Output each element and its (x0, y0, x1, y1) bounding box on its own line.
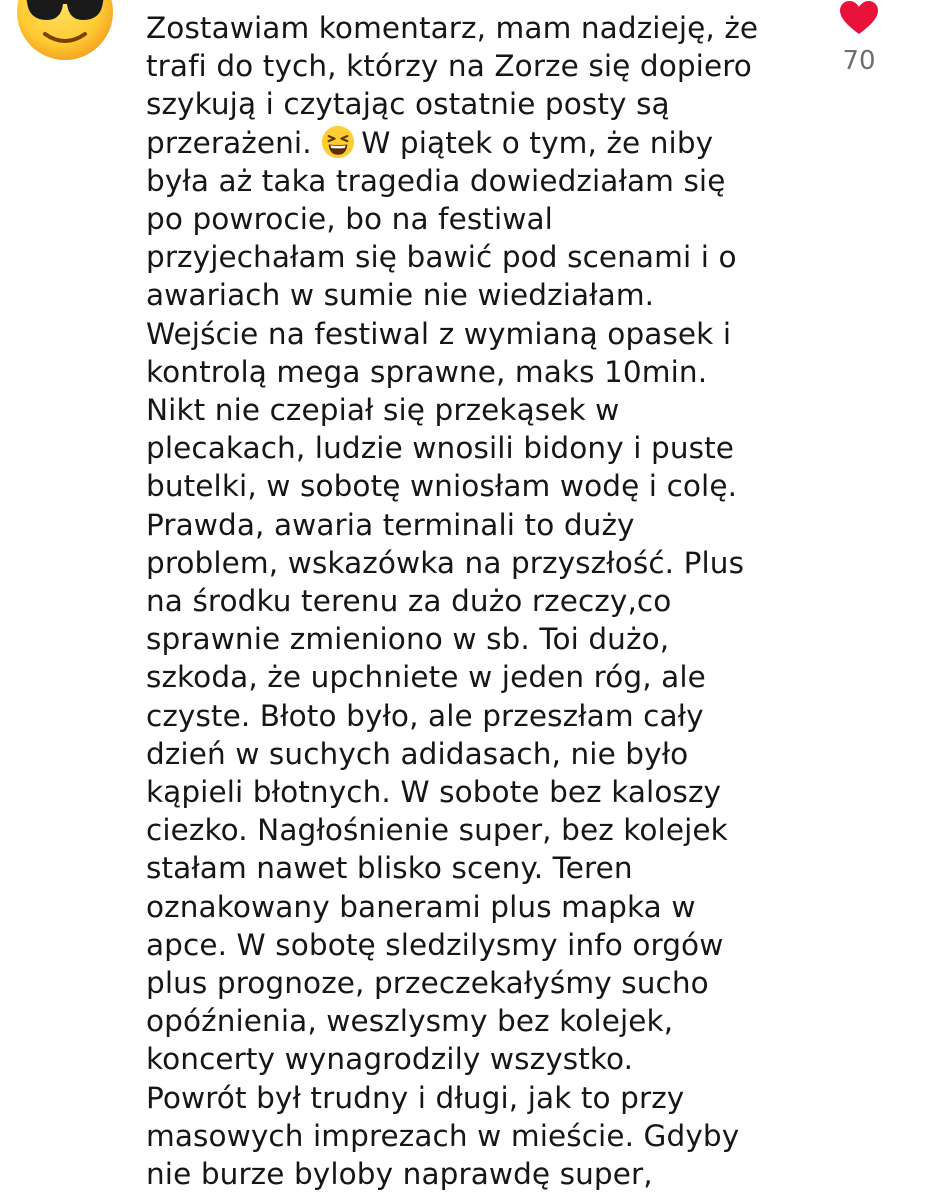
comment-line: butelki, w sobotę wniosłam wodę i colę. (146, 469, 738, 504)
comment-line: na środku terenu za dużo rzeczy,co (146, 584, 672, 619)
comment-line: przyjechałam się bawić pod scenami i o (146, 240, 737, 275)
comment-line: Wejście na festiwal z wymianą opasek i (146, 316, 732, 351)
comment-line: sprawnie zmieniono w sb. Toi dużo, (146, 622, 670, 657)
comment-line: była aż taka tragedia dowiedziałam się (146, 163, 726, 198)
grinning-squinting-face-emoji-icon (321, 125, 355, 159)
comment-line: plecakach, ludzie wnosili bidony i puste (146, 431, 735, 466)
comment-line: apce. W sobotę sledzilysmy info orgów (146, 927, 724, 962)
comment-line: dzień w suchych adidasach, nie było (146, 736, 689, 771)
comment-body (146, 9, 798, 1193)
comment-line: trafi do tych, którzy na Zorze się dopiero (146, 49, 752, 84)
comment-line: awariach w sumie nie wiedziałam. (146, 278, 655, 313)
comment-line: oznakowany banerami plus mapka w (146, 889, 696, 924)
like-block (832, 0, 886, 76)
comment-line: Nikt nie czepiał się przekąsek w (146, 393, 620, 428)
comment-line: stałam nawet blisko sceny. Teren (146, 851, 633, 886)
comment-line (146, 124, 798, 162)
comment-line: szkoda, że upchniete w jeden róg, ale (146, 660, 706, 695)
comment-line: Powrót był trudny i długi, jak to przy (146, 1080, 685, 1115)
comment-line: koncerty wynagrodzily wszystko. (146, 1042, 634, 1077)
comment-line: czyste. Błoto było, ale przeszłam cały (146, 698, 704, 733)
comment-line: Zostawiam komentarz, mam nadzieję, że (146, 11, 759, 45)
sunglasses-face-emoji-icon (15, 0, 115, 62)
comment-line: plus prognoze, przeczekałyśmy sucho (146, 966, 709, 1001)
comment-line: kąpieli błotnych. W sobote bez kaloszy (146, 775, 722, 810)
comment-line: ciezko. Nagłośnienie super, bez kolejek (146, 813, 728, 848)
comment-line-suffix: W piątek o tym, że niby (361, 125, 714, 160)
heart-icon[interactable] (839, 0, 879, 36)
comment-line: nie burze byloby naprawdę super, (146, 1157, 653, 1192)
comment-line: szykują i czytając ostatnie posty są (146, 87, 670, 122)
comment-line: po powrocie, bo na festiwal (146, 202, 553, 237)
comment-line-prefix: przerażeni. (146, 125, 312, 160)
comment-line: Prawda, awaria terminali to duży (146, 507, 635, 542)
avatar[interactable] (15, 0, 115, 62)
comment-line: kontrolą mega sprawne, maks 10min. (146, 354, 708, 389)
comment-line: problem, wskazówka na przyszłość. Plus (146, 545, 745, 580)
comment-line: opóźnienia, weszlysmy bez kolejek, (146, 1004, 674, 1039)
comment-line: masowych imprezach w mieście. Gdyby (146, 1118, 740, 1153)
like-count: 70 (842, 46, 876, 76)
